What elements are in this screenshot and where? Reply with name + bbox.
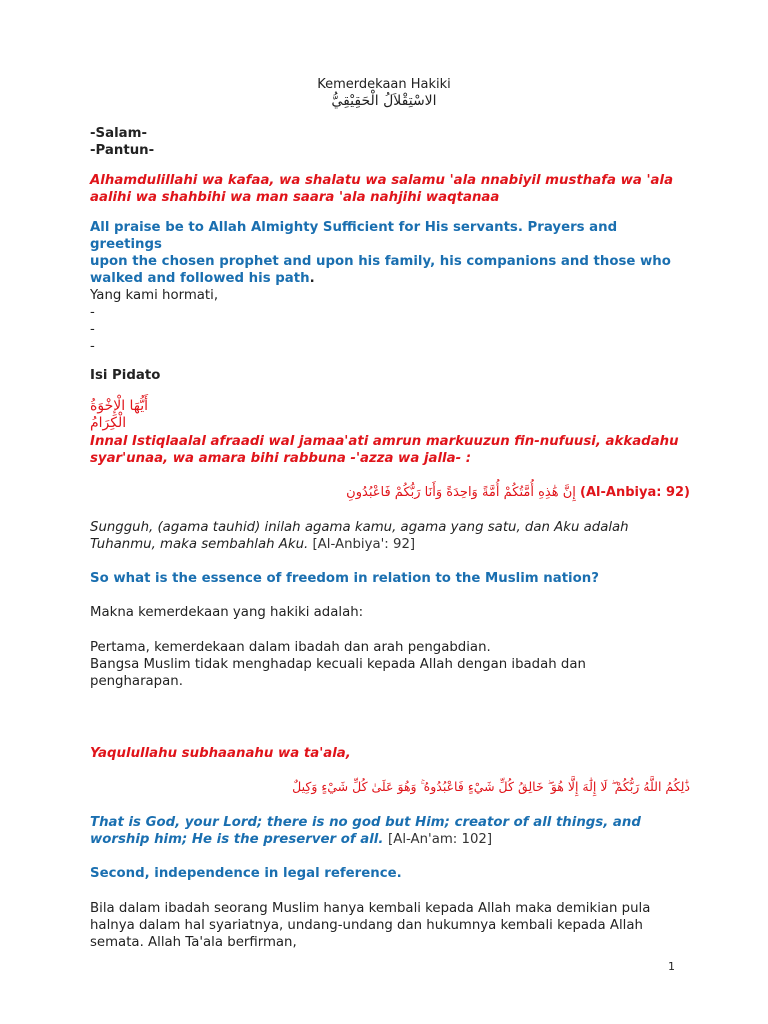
closing-line-3: semata. Allah Ta'ala berfirman, <box>90 935 297 950</box>
greeting-dash-3: - <box>90 339 95 354</box>
verse-anbiya-92-meaning <box>90 519 690 553</box>
verse-anbiya-92-arabic: إِنَّ هَٰذِهِ أُمَّتُكُمْ أُمَّةً وَاحِدَةً وَأَنَا رَبُّكُمْ فَاعْبُدُونِ <box>346 485 576 500</box>
greeting-dash-1: - <box>90 305 95 320</box>
verse-anbiya-92-meaning-ref: [Al-Anbiya': 92] <box>312 537 416 552</box>
hamdalah-translation-end: . <box>309 271 315 286</box>
verse-anbiya-92-ref: (Al-Anbiya: 92) <box>580 485 690 500</box>
closing-line-2: halnya dalam hal syariatnya, undang-undang dan hukumnya kembali kepada Allah <box>90 918 643 933</box>
verse-anam-102-arabic: ذَٰلِكُمُ اللَّهُ رَبُّكُمْ ۖ لَا إِلَٰهَ إِلَّا هُوَ ۖ خَالِقُ كُلِّ شَيْءٍ فَاعْبُدُوهُ ۚ وَهُوَ عَلَىٰ كُلِّ شَيْءٍ وَكِيلٌ <box>292 779 690 794</box>
hamdalah-transliteration: Alhamdulillahi wa kafaa, wa shalatu wa salamu 'ala nnabiyil musthafa wa 'ala aalihi wa shahbihi wa man saara 'ala nahjihi waqtanaa <box>90 173 674 205</box>
yaqulullahu-line: Yaqulullahu subhaanahu wa ta'ala, <box>90 746 351 761</box>
hamdalah-translation-line-3: walked and followed his path <box>90 271 310 286</box>
verse-anam-102-translation-line-1: That is God, your Lord; there is no god but Him; creator of all things, and <box>90 815 641 830</box>
document-title: Kemerdekaan Hakiki <box>317 77 451 92</box>
hamdalah-translation <box>90 219 690 287</box>
page-number: 1 <box>668 960 675 973</box>
verse-anam-102-translation-line-2: worship him; He is the preserver of all. <box>90 832 384 847</box>
hamdalah-translation-line-1: All praise be to Allah Almighty Sufficient for His servants. Prayers and greetings <box>90 220 618 252</box>
salam-line: -Salam- <box>90 126 147 141</box>
point-one-body-line-2: pengharapan. <box>90 674 183 689</box>
isi-transliteration <box>90 433 690 467</box>
isi-transliteration-line-2: syar'unaa, wa amara bihi rabbuna -'azza wa jalla- : <box>90 451 472 466</box>
verse-anbiya-92-meaning-line-1: Sungguh, (agama tauhid) inilah agama kamu, agama yang satu, dan Aku adalah <box>90 520 629 535</box>
greeting-line: Yang kami hormati, <box>90 288 219 303</box>
verse-anam-102-translation <box>90 814 690 848</box>
document-title-arabic: الاسْتِقْلاَلُ الْحَقِيْقِيُّ <box>331 93 437 109</box>
point-one <box>90 639 690 690</box>
pantun-line: -Pantun- <box>90 143 155 158</box>
closing-line-1: Bila dalam ibadah seorang Muslim hanya kembali kepada Allah maka demikian pula <box>90 901 651 916</box>
point-one-title: Pertama, kemerdekaan dalam ibadah dan arah pengabdian. <box>90 640 491 655</box>
second-heading: Second, independence in legal reference. <box>90 866 402 881</box>
verse-anam-102-ref: [Al-An'am: 102] <box>388 832 493 847</box>
isi-pidato-heading: Isi Pidato <box>90 368 161 383</box>
isi-transliteration-line-1: Innal Istiqlaalal afraadi wal jamaa'ati amrun markuuzun fin-nufuusi, akkadahu <box>90 434 679 449</box>
hamdalah-translation-line-2: upon the chosen prophet and upon his family, his companions and those who <box>90 254 671 269</box>
arabic-address: أَيُّهَا الْإِخْوَةُ الْكِرَامُ <box>90 398 149 431</box>
essence-question: So what is the essence of freedom in relation to the Muslim nation? <box>90 571 599 586</box>
point-one-body-line-1: Bangsa Muslim tidak menghadap kecuali kepada Allah dengan ibadah dan <box>90 657 586 672</box>
verse-anbiya-92 <box>90 484 690 501</box>
closing-paragraph <box>90 900 690 951</box>
verse-anbiya-92-meaning-line-2: Tuhanmu, maka sembahlah Aku. <box>90 537 309 552</box>
greeting-dash-2: - <box>90 322 95 337</box>
makna-line: Makna kemerdekaan yang hakiki adalah: <box>90 605 364 620</box>
